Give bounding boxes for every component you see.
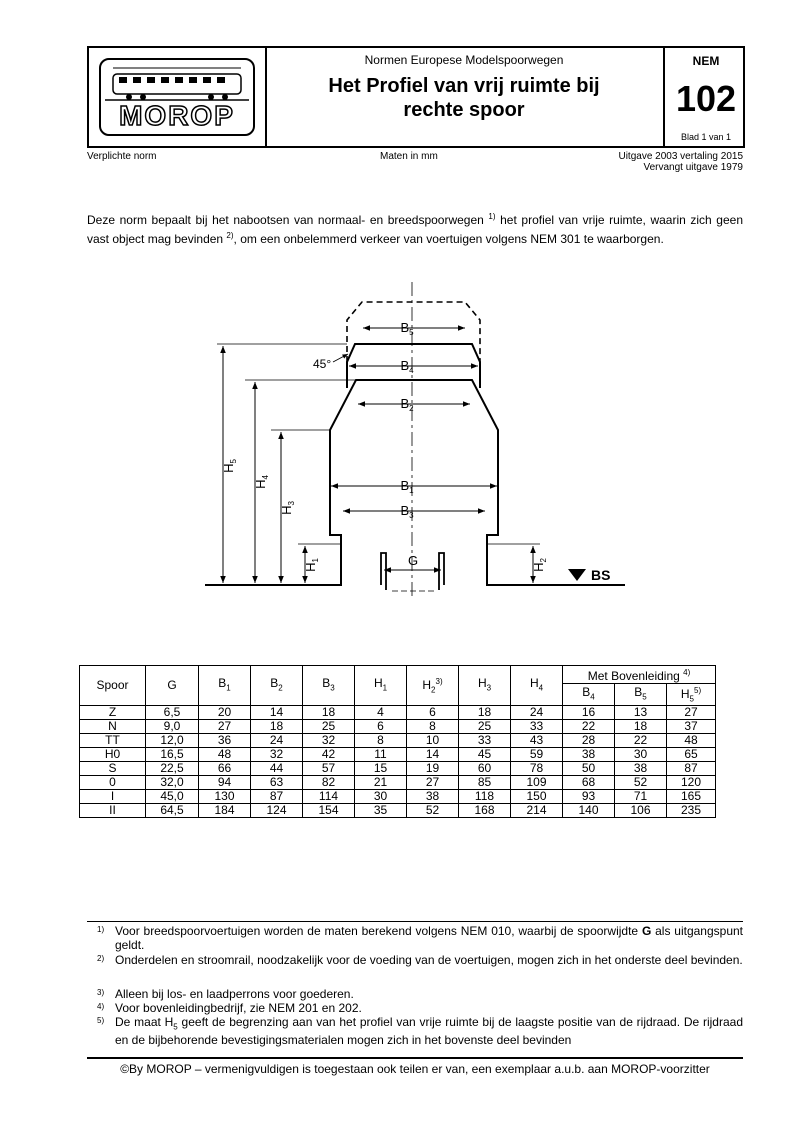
table-cell: 68 [563, 776, 615, 790]
morop-logo [99, 58, 255, 136]
table-header-row [80, 666, 716, 684]
table-cell: 19 [407, 762, 459, 776]
footer-divider [87, 1057, 743, 1059]
units-note: Maten in mm [380, 151, 438, 162]
table-cell: 43 [511, 734, 563, 748]
table-cell: 48 [667, 734, 716, 748]
header-h3: $H_3$ [459, 666, 511, 706]
table-cell: 124 [251, 804, 303, 818]
table-cell: Z [80, 706, 146, 720]
edition-info [520, 151, 743, 173]
table-cell: 87 [251, 790, 303, 804]
table-cell: 6 [355, 720, 407, 734]
table-cell: 50 [563, 762, 615, 776]
norm-type: Verplichte norm [87, 151, 157, 162]
table-body [80, 706, 716, 818]
header-b1: $B_1$ [199, 666, 251, 706]
table-cell: S [80, 762, 146, 776]
table-row [80, 706, 716, 720]
footnote-text: Voor breedspoorvoertuigen worden de maten berekend volgens NEM 010, waarbij de spoorwijdte G als uitgangspunt geldt. [115, 924, 744, 952]
header-group-bovenleiding: Met Bovenleiding $^{4)}$ [563, 666, 716, 684]
footnote-text: Alleen bij los- en laadperrons voor goederen. [115, 987, 354, 1001]
copyright-footer: ©By MOROP – vermenigvuldigen is toegestaan ook teilen er van, een exemplaar a.u.b. aan MOROP-voorzitter [120, 1062, 710, 1076]
header-subtitle: Normen Europese Modelspoorwegen [364, 53, 564, 67]
table-cell: 130 [199, 790, 251, 804]
table-row [80, 748, 716, 762]
table-cell: 4 [355, 706, 407, 720]
footnote-text: Onderdelen en stroomrail, noodzakelijk voor de voeding van de voertuigen, mogen zich in het onderste deel bevinden. [115, 953, 743, 967]
table-cell: 120 [667, 776, 716, 790]
table-cell: 65 [667, 748, 716, 762]
dimensions-table [79, 665, 716, 818]
table-cell: 94 [199, 776, 251, 790]
title-cell [265, 48, 663, 146]
table-cell: 78 [511, 762, 563, 776]
table-cell: 45 [459, 748, 511, 762]
table-cell: 82 [303, 776, 355, 790]
header-g: G [146, 666, 199, 706]
table-cell: 85 [459, 776, 511, 790]
footnote-text: Voor bovenleidingbedrijf, zie NEM 201 en 202. [115, 1001, 362, 1015]
table-cell: 25 [303, 720, 355, 734]
table-cell: 37 [667, 720, 716, 734]
table-cell: 20 [199, 706, 251, 720]
footnote-number: 3) [97, 988, 105, 997]
table-cell: 66 [199, 762, 251, 776]
table-cell: 14 [407, 748, 459, 762]
table-row [80, 762, 716, 776]
table-row [80, 720, 716, 734]
title-line-2: rechte spoor [403, 99, 525, 121]
table-cell: TT [80, 734, 146, 748]
footnote-number: 4) [97, 1002, 105, 1011]
header-b5: $B_5$ [615, 684, 667, 706]
table-cell: 45,0 [146, 790, 199, 804]
table-cell: H0 [80, 748, 146, 762]
table-cell: 44 [251, 762, 303, 776]
table-cell: 18 [251, 720, 303, 734]
table-cell: 118 [459, 790, 511, 804]
table-cell: 15 [355, 762, 407, 776]
table-cell: 38 [407, 790, 459, 804]
header-h1: $H_1$ [355, 666, 407, 706]
table-cell: 16 [563, 706, 615, 720]
footnote-ref: 2) [226, 231, 234, 240]
table-cell: 6 [407, 706, 459, 720]
table-cell: 24 [251, 734, 303, 748]
table-cell: 35 [355, 804, 407, 818]
table-cell: 87 [667, 762, 716, 776]
table-cell: 27 [199, 720, 251, 734]
table-cell: 32,0 [146, 776, 199, 790]
table-cell: 150 [511, 790, 563, 804]
footnote-text: De maat $H_5$ geeft de begrenzing aan van het profiel van vrije ruimte bij de laagste positie van de rijdraad. De rijdraad en de bijbehorende bevestigingsmaterialen mogen zich in het bovenste deel bevinden [115, 1015, 743, 1047]
table-cell: 114 [303, 790, 355, 804]
table-cell: 8 [355, 734, 407, 748]
footnote-number: 1) [97, 925, 105, 934]
footnote-ref: 1) [488, 212, 496, 221]
table-cell: 32 [303, 734, 355, 748]
table-cell: 33 [459, 734, 511, 748]
intro-text-1: Deze norm bepaalt bij het nabootsen van normaal- en breedspoorwegen [87, 213, 489, 227]
table-cell: 235 [667, 804, 716, 818]
table-cell: 13 [615, 706, 667, 720]
intro-text-3: , om een onbelemmerd verkeer van voertuigen volgens NEM 301 te waarborgen. [233, 232, 664, 246]
table-cell: 33 [511, 720, 563, 734]
table-cell: 168 [459, 804, 511, 818]
page-title [265, 74, 663, 122]
table-cell: 10 [407, 734, 459, 748]
nem-cell [663, 48, 747, 146]
footnote-number: 5) [97, 1016, 105, 1025]
dim-label-b4: $B_4$ [400, 358, 414, 375]
clearance-profile-diagram [0, 280, 800, 610]
table-cell: 22 [615, 734, 667, 748]
dim-label-h1: $H_1$ [303, 558, 320, 572]
dim-label-b2: $B_2$ [400, 396, 414, 413]
table-cell: II [80, 804, 146, 818]
table-cell: 6,5 [146, 706, 199, 720]
table-cell: 48 [199, 748, 251, 762]
table-cell: 184 [199, 804, 251, 818]
dim-label-h3: $H_3$ [279, 501, 296, 515]
table-cell: 52 [407, 804, 459, 818]
table-cell: 59 [511, 748, 563, 762]
intro-text-2: het profiel van vrije ruimte, waarin zich geen vast object mag bevinden [87, 213, 743, 246]
table-cell: 18 [615, 720, 667, 734]
table-cell: 12,0 [146, 734, 199, 748]
header-spoor: Spoor [80, 666, 146, 706]
table-cell: 93 [563, 790, 615, 804]
table-cell: 36 [199, 734, 251, 748]
table-cell: 57 [303, 762, 355, 776]
table-cell: 71 [615, 790, 667, 804]
table-cell: 27 [407, 776, 459, 790]
dim-label-b5: $B_5$ [400, 320, 414, 337]
header-b4: $B_4$ [563, 684, 615, 706]
table-cell: 30 [355, 790, 407, 804]
table-cell: 30 [615, 748, 667, 762]
dim-label-b3: $B_3$ [400, 503, 414, 520]
table-cell: 27 [667, 706, 716, 720]
footnotes-divider [87, 921, 743, 922]
rail-level-label: BS [591, 567, 611, 583]
table-cell: 165 [667, 790, 716, 804]
table-cell: 9,0 [146, 720, 199, 734]
table-cell: 16,5 [146, 748, 199, 762]
table-cell: N [80, 720, 146, 734]
logo-text: MOROP [119, 100, 235, 131]
table-cell: 32 [251, 748, 303, 762]
dim-label-h4: $H_4$ [253, 475, 270, 489]
table-row [80, 790, 716, 804]
intro-paragraph [87, 209, 743, 247]
footnote-1 [87, 925, 743, 953]
table-cell: 38 [563, 748, 615, 762]
angle-label: 45° [313, 357, 332, 371]
table-row [80, 804, 716, 818]
footnote-number: 2) [97, 954, 105, 963]
nem-number: 102 [675, 78, 737, 119]
header-b2: $B_2$ [251, 666, 303, 706]
nem-label: NEM [692, 54, 720, 68]
dim-label-g: G [407, 553, 419, 568]
table-cell: 22,5 [146, 762, 199, 776]
table-cell: 21 [355, 776, 407, 790]
table-cell: 64,5 [146, 804, 199, 818]
dim-label-h2: $H_2$ [531, 558, 548, 572]
table-cell: I [80, 790, 146, 804]
header-h5: $H_5^{5)}$ [667, 684, 716, 706]
header-box [87, 46, 745, 148]
table-cell: 106 [615, 804, 667, 818]
table-cell: 140 [563, 804, 615, 818]
dim-label-b1: $B_1$ [400, 478, 414, 495]
table-cell: 63 [251, 776, 303, 790]
table-cell: 11 [355, 748, 407, 762]
dim-label-h5: $H_5$ [221, 459, 238, 473]
edition-line-2: Vervangt uitgave 1979 [643, 162, 743, 173]
table-cell: 18 [303, 706, 355, 720]
header-b3: $B_3$ [303, 666, 355, 706]
table-cell: 154 [303, 804, 355, 818]
header-h4: $H_4$ [511, 666, 563, 706]
table-cell: 60 [459, 762, 511, 776]
edition-line-1: Uitgave 2003 vertaling 2015 [618, 151, 743, 162]
table-cell: 24 [511, 706, 563, 720]
sheet-indicator: Blad 1 van 1 [680, 132, 732, 142]
header-h2: $H_2^{3)}$ [407, 666, 459, 706]
title-line-1: Het Profiel van vrij ruimte bij [328, 75, 600, 97]
table-cell: 52 [615, 776, 667, 790]
table-cell: 109 [511, 776, 563, 790]
table-cell: 25 [459, 720, 511, 734]
table-cell: 18 [459, 706, 511, 720]
table-row [80, 734, 716, 748]
table-cell: 14 [251, 706, 303, 720]
table-cell: 42 [303, 748, 355, 762]
table-row [80, 776, 716, 790]
logo-cell [89, 48, 267, 146]
rail-level-marker-icon [568, 569, 586, 581]
table-cell: 22 [563, 720, 615, 734]
table-cell: 8 [407, 720, 459, 734]
table-cell: 0 [80, 776, 146, 790]
table-cell: 38 [615, 762, 667, 776]
table-cell: 28 [563, 734, 615, 748]
table-cell: 214 [511, 804, 563, 818]
